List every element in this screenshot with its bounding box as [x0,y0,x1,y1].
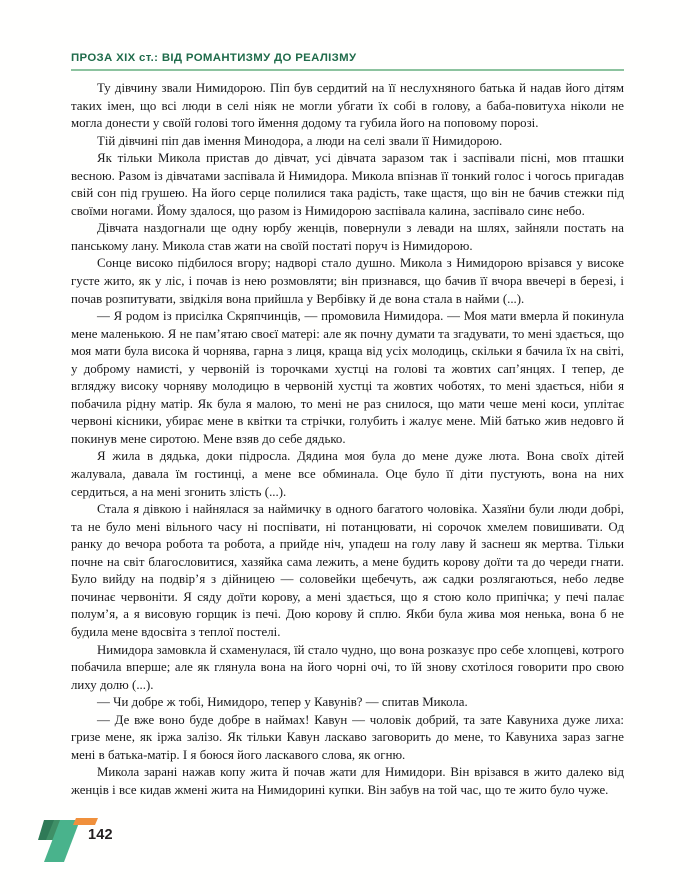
running-head-title: ПРОЗА XIX ст.: ВІД РОМАНТИЗМУ ДО РЕАЛІЗМУ [71,52,357,64]
paragraph: Нимидора замовкла й схаменулася, їй стало чудно, що вона розказує про себе хлопцеві, котрого побачила вперше; але як глянула вона на його чорні очі, то їй знову схотілося говорити про свою лиху долю (...). [71,642,624,692]
paragraph: Як тільки Микола пристав до дівчат, усі дівчата заразом так і заспівали пісні, мов пташки весною. Разом із дівчатами заспівала й Нимидора. Микола впізнав її тонкий голос і чогось пригадав свій сон під грушею. На його серце полилися така радість, таке щастя, що він не бачив стежки під своїми ногами. Йому здалося, що разом із Нимидорою заспівала калина, заспівало синє небо. [71,151,624,218]
page-footer [38,818,198,874]
body-text-column [71,80,624,799]
running-head-rule [71,69,624,71]
paragraph: Сонце високо підбилося вгору; надворі стало душно. Микола з Нимидорою врізався у високе густе жито, як у ліс, і почав із нею розмовляти; він признався, що бачив її вчора ввечері в березі, і почав розпитувати, звідкіля вона прийшла у Вербівку й де вона стала в найми (...). [71,256,624,306]
running-head [71,51,624,71]
paragraph: Я жила в дядька, доки підросла. Дядина моя була до мене дуже люта. Вона своїх дітей жалувала, давала їм гостинці, а мене все обминала. Оце було її діти пустують, вона на них сердиться, а на мені згонить злість (...). [71,449,624,499]
paragraph: Микола зарані нажав копу жита й почав жати для Нимидори. Він врізався в жито далеко від женців і все кидав жмені жита на Нимидорині купки. Він забув на той час, що те жито було чуже. [71,765,624,797]
page-number: 142 [88,827,113,843]
paragraph: Ту дівчину звали Нимидорою. Піп був сердитий на її неслухняного батька й надав його дітям таких імен, що всі люди в селі ніяк не могли убгати їх собі в голову, а баба-повитуха ніколи не могла донести у своїй голові того ймення додому та губила його на поповому порозі. [71,81,624,131]
paragraph: Стала я дівкою і найнялася за наймичку в одного багатого чоловіка. Хазяїни були люди добрі, та не було мені вільного часу ні поспівати, ні потанцювати, ні сорочок хмелем повишивати. Од ранку до вечора робота та робота, а прийде ніч, упадеш на голу лаву й заснеш як мертва. Тільки почне на світ благословитися, хазяйка сама лежить, а мене будить корову доїти та до череди гнати. Було вийду на подвір’я з дійницею — соловейки щебечуть, аж садки розлягаються, небо ледве починає червоніти. Я сяду доїти корову, а мені здається, що я стою коло припічка; у печі палає полум’я, а я висовую горщик із печі. Дою корову й сплю. Якби була жива моя ненька, вона б не будила мене вдосвіта з теплої постелі. [71,502,624,639]
paragraph-dialogue: — Я родом із присілка Скряпчинців, — промовила Нимидора. — Моя мати вмерла й покинула мене маленькою. Я не пам’ятаю своєї матері: але як почну думати та згадувати, то мені здається, що моя мати була висока й чорнява, гарна з лиця, краща від усіх молодиць, скільки я бачила їх на світі, у доброму намисті, у червоній із торочками хустці на голові та жовтих сап’янцях. І тепер, де вгляджу високу чорняву молодицю в червоній хустці та жовтих чоботях, то мені здається, ніби я побачила рідну матір. Як була я малою, то мені не раз снилося, що мати чеше мені коси, уплітає червоні кісники, убирає мене в квітки та стрічки, голубить і жалує мене. Мій батько жив недовго й покинув мене сиротою. Мене взяв до себе дядько. [71,309,624,446]
paragraph-dialogue: — Чи добре ж тобі, Нимидоро, тепер у Кавунів? — спитав Микола. [97,695,468,710]
paragraph-dialogue: — Де вже воно буде добре в наймах! Кавун — чоловік добрий, та зате Кавуниха дуже лиха: гризе мене, як іржа залізо. Як тільки Кавун ласкаво заговорить до мене, то Кавуниха зараз загне мені в батька-матір. І я боюся його ласкавого слова, як огню. [71,712,624,762]
paragraph: Тій дівчині піп дав імення Минодора, а люди на селі звали її Нимидорою. [97,133,503,148]
paragraph: Дівчата наздогнали ще одну юрбу женців, повернули з левади на шлях, зайняли постать на панському лану. Микола став жати на своїй постаті поруч із Нимидорою. [71,221,624,253]
